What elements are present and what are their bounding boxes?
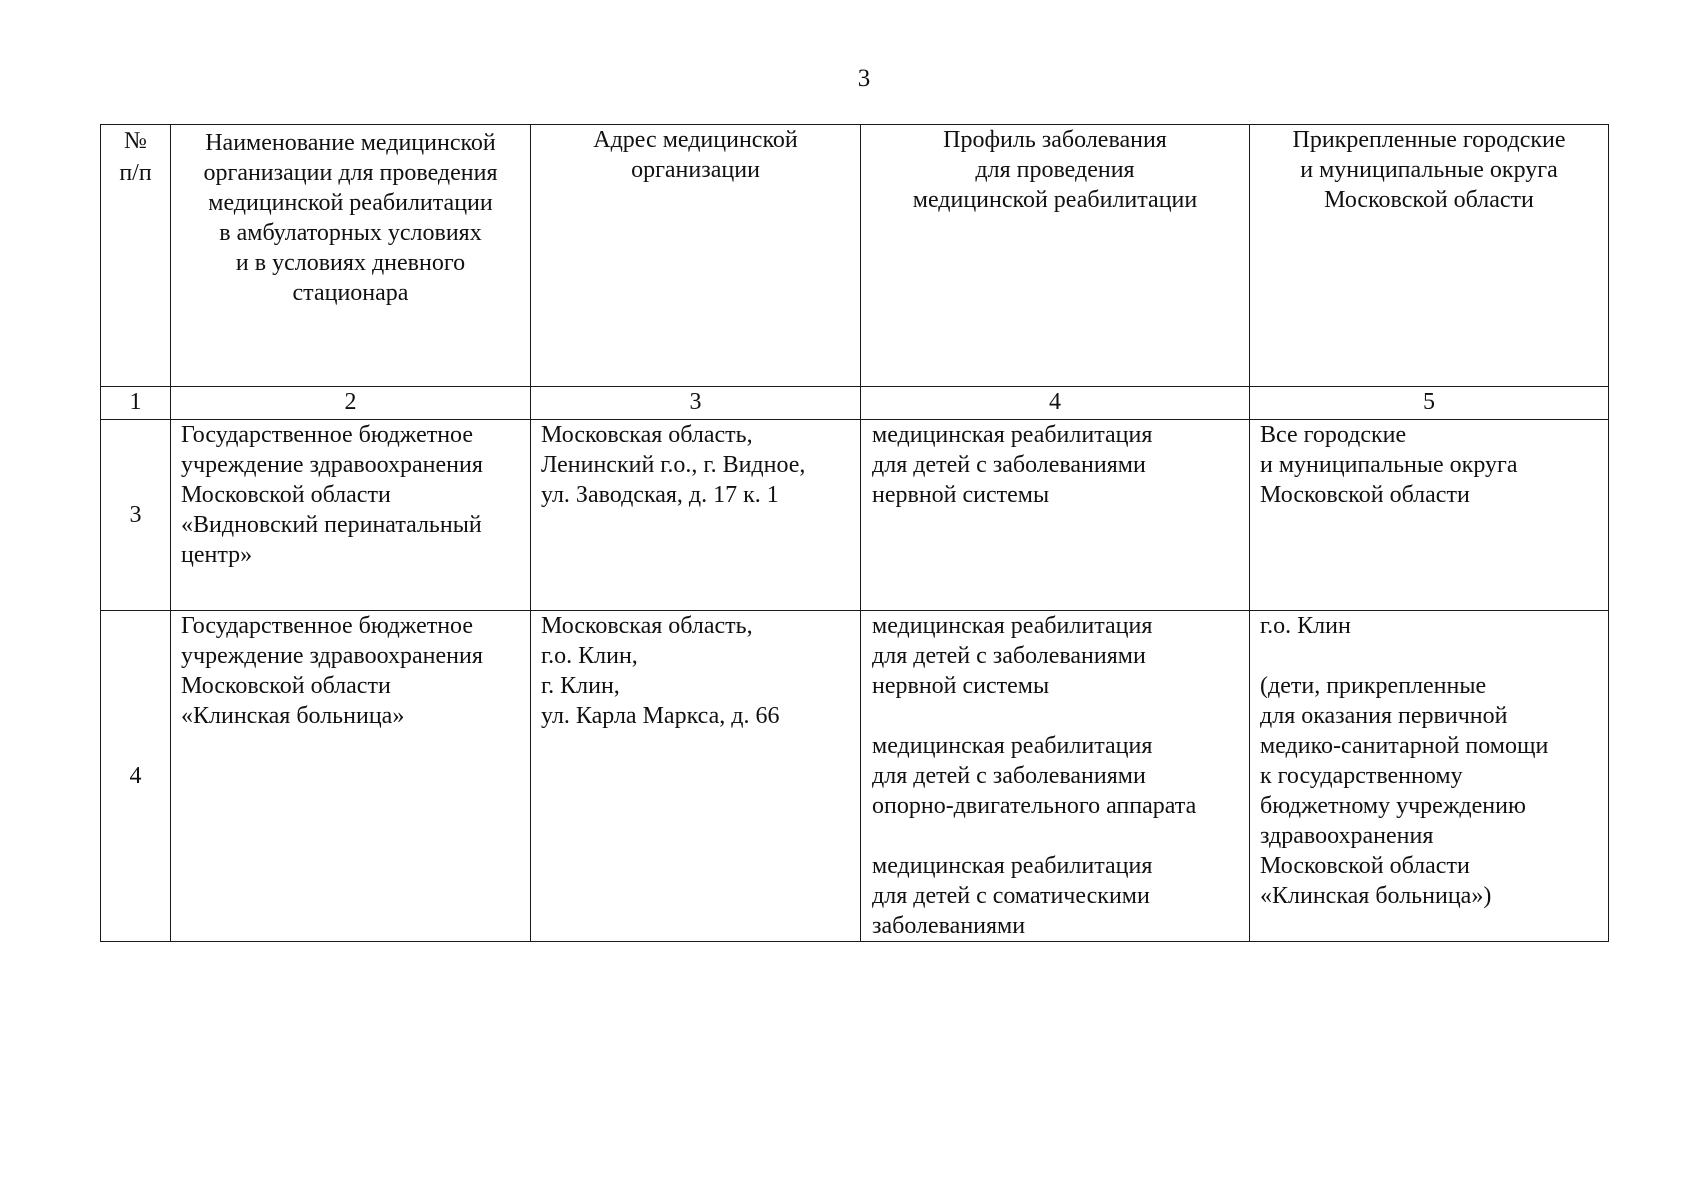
text-line: Московской области	[181, 482, 391, 508]
text-line: для детей с заболеваниями	[872, 452, 1146, 478]
header-line: Московской области	[1324, 187, 1534, 213]
paragraph-gap	[872, 701, 1245, 731]
paragraph-gap	[872, 821, 1245, 851]
table-row	[101, 611, 1609, 942]
header-line: медицинской реабилитации	[912, 187, 1198, 213]
table-header-row	[101, 125, 1609, 387]
text-line: Ленинский г.о., г. Видное,	[541, 452, 806, 478]
text-line: центр»	[181, 542, 253, 568]
header-col-number	[101, 125, 171, 387]
header-col-name	[171, 125, 531, 387]
text-line: Государственное бюджетное	[181, 422, 473, 448]
text-line: (дети, прикрепленные	[1260, 673, 1487, 699]
text-line: медицинская реабилитация	[872, 733, 1153, 759]
text-line: бюджетному учреждению	[1260, 793, 1526, 819]
text-line: медико-санитарной помощи	[1260, 733, 1549, 759]
header-line: №	[124, 128, 147, 154]
text-line: ул. Карла Маркса, д. 66	[541, 703, 780, 729]
text-line: Московской области	[1260, 482, 1470, 508]
attached-districts	[1250, 420, 1609, 611]
text-line: г. Клин,	[541, 673, 620, 699]
header-line: в амбулаторных условиях	[219, 220, 482, 246]
text-line: г.о. Клин	[1260, 613, 1351, 639]
text-line: учреждение здравоохранения	[181, 452, 483, 478]
header-line: п/п	[119, 160, 152, 186]
text-line: медицинская реабилитация	[872, 422, 1153, 448]
text-line: для детей с соматическими	[872, 883, 1150, 909]
header-line: Наименование медицинской	[205, 130, 496, 156]
header-line: организации	[631, 157, 760, 183]
text-line: к государственному	[1260, 763, 1463, 789]
header-line: Прикрепленные городские	[1292, 127, 1566, 153]
disease-profile	[861, 420, 1250, 611]
header-line: и муниципальные округа	[1300, 157, 1558, 183]
header-line: организации для проведения	[203, 160, 498, 186]
text-line: «Клинская больница»	[181, 703, 405, 729]
text-line: опорно-двигательного аппарата	[872, 793, 1197, 819]
text-line: Все городские	[1260, 422, 1407, 448]
text-line: Московской области	[181, 673, 391, 699]
column-number: 5	[1250, 387, 1609, 420]
header-col-districts	[1250, 125, 1609, 387]
header-col-profile	[861, 125, 1250, 387]
text-line: «Видновский перинатальный	[181, 512, 482, 538]
column-number: 4	[861, 387, 1250, 420]
column-number: 3	[531, 387, 861, 420]
text-line: медицинская реабилитация	[872, 853, 1153, 879]
row-number: 3	[101, 420, 171, 611]
column-numbers-row	[101, 387, 1609, 420]
organizations-table	[100, 124, 1609, 942]
column-number: 2	[171, 387, 531, 420]
text-line: здравоохранения	[1260, 823, 1434, 849]
text-line: Государственное бюджетное	[181, 613, 473, 639]
organization-address	[531, 420, 861, 611]
text-line: ул. Заводская, д. 17 к. 1	[541, 482, 779, 508]
text-line: медицинская реабилитация	[872, 613, 1153, 639]
column-number: 1	[101, 387, 171, 420]
text-line: нервной системы	[872, 673, 1050, 699]
disease-profile	[861, 611, 1250, 942]
header-line: для проведения	[975, 157, 1135, 183]
text-line: г.о. Клин,	[541, 643, 638, 669]
text-line: нервной системы	[872, 482, 1050, 508]
page-number: 3	[857, 65, 871, 92]
header-line: стационара	[292, 280, 409, 306]
text-line: для оказания первичной	[1260, 703, 1508, 729]
text-line: Московская область,	[541, 613, 753, 639]
organization-name	[171, 611, 531, 942]
text-line: учреждение здравоохранения	[181, 643, 483, 669]
header-line: медицинской реабилитации	[208, 190, 493, 216]
header-line: и в условиях дневного	[235, 250, 466, 276]
text-line: Московская область,	[541, 422, 753, 448]
organization-name	[171, 420, 531, 611]
text-line: для детей с заболеваниями	[872, 763, 1146, 789]
text-line: «Клинская больница»)	[1260, 883, 1492, 909]
paragraph-gap	[1260, 641, 1604, 671]
header-line: Профиль заболевания	[943, 127, 1167, 153]
text-line: и муниципальные округа	[1260, 452, 1518, 478]
table-row	[101, 420, 1609, 611]
organization-address	[531, 611, 861, 942]
text-line: Московской области	[1260, 853, 1470, 879]
text-line: для детей с заболеваниями	[872, 643, 1146, 669]
header-line: Адрес медицинской	[593, 127, 798, 153]
header-col-address	[531, 125, 861, 387]
row-number: 4	[101, 611, 171, 942]
attached-districts	[1250, 611, 1609, 942]
text-line: заболеваниями	[872, 913, 1026, 939]
